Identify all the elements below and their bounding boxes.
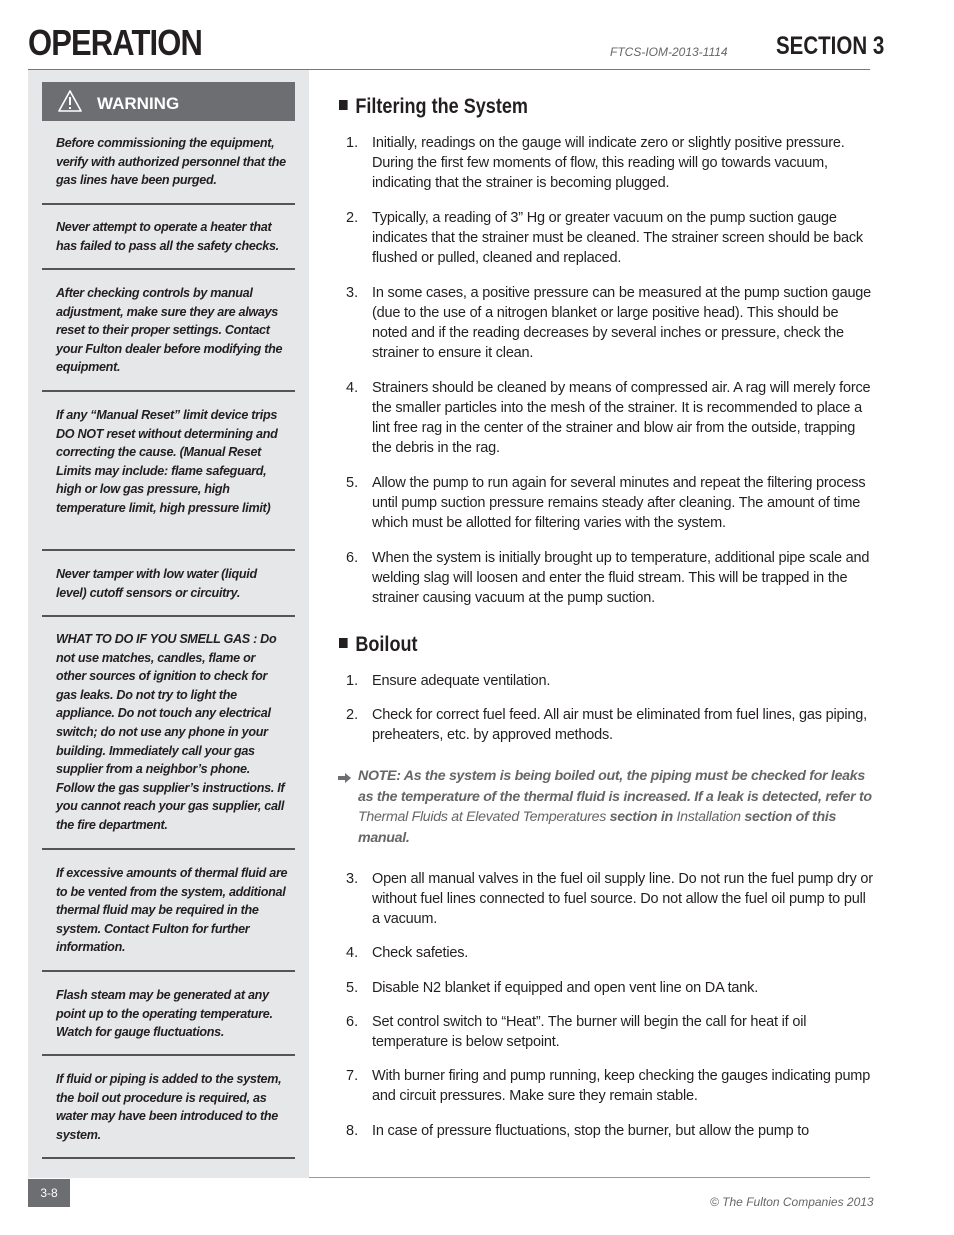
step-number: 5. — [346, 980, 359, 996]
section-label: SECTION 3 — [776, 32, 885, 60]
warning-divider — [42, 615, 295, 617]
step-text: In case of pressure fluctuations, stop the burner, but allow the pump to — [372, 1123, 809, 1139]
step-text: Check for correct fuel feed. All air must be eliminated from fuel lines, gas piping, preheaters, etc. by approved methods. — [372, 707, 867, 743]
step-text: Strainers should be cleaned by means of compressed air. A rag will merely force the smaller particles into the mesh of the strainer. It is recommended to place a lint free rag in the center of the strainer and blow air from the outside, trapping the debris in the rag. — [372, 380, 871, 456]
step-number: 3. — [346, 285, 359, 301]
warning-divider — [42, 390, 295, 392]
step-number: 4. — [346, 380, 359, 396]
step-number: 3. — [346, 871, 359, 887]
warning-divider — [42, 848, 295, 850]
step-number: 2. — [346, 707, 359, 723]
warning-divider — [42, 1054, 295, 1056]
warning-item: If excessive amounts of thermal fluid are to be vented from the system, additional thermal fluid may be required in the system. Contact Fulton for further information. — [56, 866, 288, 955]
note-reference-link: Thermal Fluids at Elevated Temperatures — [358, 809, 606, 825]
warning-heading: WARNING — [97, 94, 180, 113]
step-text: Set control switch to “Heat”. The burner will begin the call for heat if oil temperature is below setpoint. — [372, 1014, 807, 1050]
section-heading-filtering: Filtering the System — [339, 95, 528, 119]
step-text: Allow the pump to run again for several minutes and repeat the filtering process until pump suction pressure remains steady after cleaning. The amount of time which must be allotted for filtering varies with the system. — [372, 475, 866, 531]
step-number: 8. — [346, 1123, 359, 1139]
section-heading-boilout: Boilout — [339, 633, 418, 657]
page-number: 3-8 — [28, 1179, 70, 1207]
footer-divider — [309, 1177, 870, 1178]
bullet-square-icon — [339, 100, 348, 110]
warning-item: Flash steam may be generated at any point up to the operating temperature. Watch for gauge fluctuations. — [56, 988, 273, 1040]
warning-divider — [42, 1157, 295, 1159]
copyright: © The Fulton Companies 2013 — [710, 1195, 874, 1209]
step-text: Initially, readings on the gauge will indicate zero or slightly positive pressure. During the first few moments of flow, this reading will go towards vacuum, indicating that the strainer is becoming plugged. — [372, 135, 845, 191]
document-code: FTCS-IOM-2013-1114 — [610, 45, 728, 59]
warning-triangle-icon — [58, 90, 82, 117]
step-text: In some cases, a positive pressure can be measured at the pump suction gauge (due to the use of a nitrogen blanket or large positive head). This should be noted and if the reading decreases by several inches or pressure, check the strainer to ensure it clean. — [372, 285, 872, 361]
warning-item: Never tamper with low water (liquid level) cutoff sensors or circuitry. — [56, 567, 257, 600]
step-text: Typically, a reading of 3” Hg or greater vacuum on the pump suction gauge indicates that the strainer must be cleaned. The strainer screen should be back flushed or pulled, cleaned and replaced. — [372, 210, 863, 266]
step-number: 6. — [346, 1014, 359, 1030]
warning-item: After checking controls by manual adjustment, make sure they are always reset to their proper settings. Contact your Fulton dealer before modifying the equipment. — [56, 286, 283, 375]
warning-divider — [42, 970, 295, 972]
step-number: 6. — [346, 550, 359, 566]
note-text: NOTE: As the system is being boiled out, the piping must be checked for leaks as the temperature of the thermal fluid is increased. If a leak is detected, refer to Thermal Fluids at Elevated Temperatures section in Installation section of this manual. — [358, 768, 872, 846]
step-number: 1. — [346, 135, 359, 151]
bullet-square-icon — [339, 638, 348, 648]
warning-divider — [42, 268, 295, 270]
warning-item: WHAT TO DO IF YOU SMELL GAS : Do not use matches, candles, flame or other sources of ignition to check for gas leaks. Do not try to light the appliance. Do not touch any electrical switch; do not use any phone in your building. Immediately call your gas supplier from a neighbor’s phone. Follow the gas supplier’s instructions. If you cannot reach your gas supplier, call the fire department. — [56, 632, 285, 832]
step-text: Open all manual valves in the fuel oil supply line. Do not run the fuel pump dry or without fuel lines connected to fuel source. Do not allow the fuel oil pump to pull a vacuum. — [372, 871, 873, 927]
step-number: 2. — [346, 210, 359, 226]
step-text: Check safeties. — [372, 945, 469, 961]
warning-divider — [42, 549, 295, 551]
step-text: When the system is initially brought up to temperature, additional pipe scale and welding slag will loosen and enter the fluid stream. This will be trapped in the strainer causing vacuum at the pump suction. — [372, 550, 870, 606]
warning-divider — [42, 203, 295, 205]
warning-item: Before commissioning the equipment, verify with authorized personnel that the gas lines have been purged. — [56, 136, 286, 188]
warning-item: If fluid or piping is added to the system, the boil out procedure is required, as water may have been introduced to the system. — [56, 1072, 282, 1142]
note-reference-link: Installation — [676, 809, 741, 825]
step-number: 1. — [346, 673, 359, 689]
step-text: With burner firing and pump running, keep checking the gauges indicating pump and circuit pressures. Make sure they remain stable. — [372, 1068, 871, 1104]
step-number: 5. — [346, 475, 359, 491]
warning-header — [42, 82, 295, 121]
warning-item: Never attempt to operate a heater that has failed to pass all the safety checks. — [56, 220, 279, 253]
step-number: 4. — [346, 945, 359, 961]
step-text: Disable N2 blanket if equipped and open vent line on DA tank. — [372, 980, 759, 996]
step-text: Ensure adequate ventilation. — [372, 673, 551, 689]
page-title: OPERATION — [28, 22, 203, 63]
warning-item: If any “Manual Reset” limit device trips DO NOT reset without determining and correcting the cause. (Manual Reset Limits may include: flame safeguard, high or low gas pressure, high temperature limit, high pressure limit) — [56, 408, 278, 515]
step-number: 7. — [346, 1068, 359, 1084]
arrow-right-icon — [338, 770, 352, 788]
